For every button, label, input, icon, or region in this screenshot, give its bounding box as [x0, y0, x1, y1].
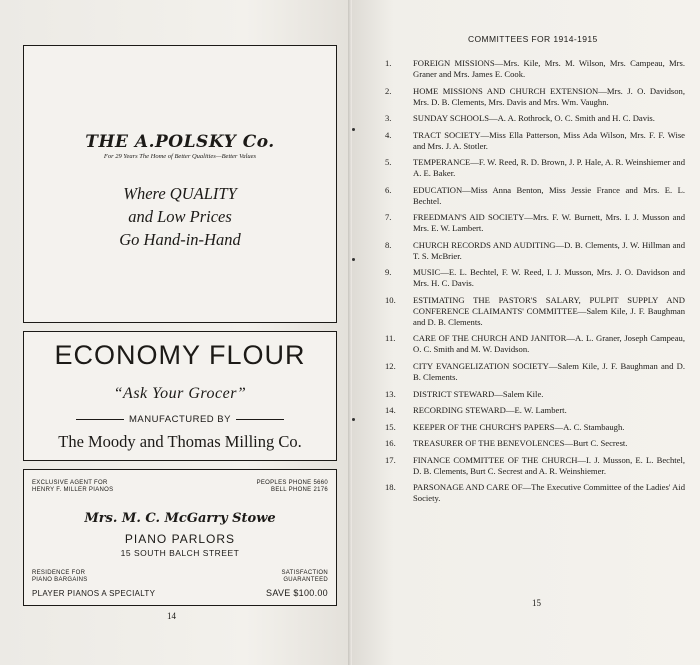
- flour-advertisement: [23, 331, 337, 461]
- player-pianos-note: PLAYER PIANOS A SPECIALTY: [32, 589, 156, 598]
- committee-item: [385, 113, 685, 124]
- phone-line: BELL PHONE 2176: [271, 487, 328, 493]
- page-number: 15: [532, 598, 541, 608]
- committee-number: 1.: [385, 58, 392, 68]
- committee-text: CHURCH RECORDS AND AUDITING—D. B. Clements, J. W. Hillman and T. S. McBrier.: [413, 239, 685, 261]
- committee-text: FINANCE COMMITTEE OF THE CHURCH—I. J. Musson, E. L. Bechtel, D. B. Clements, Burt C. Secrest and A. R. Weinshiemer.: [413, 454, 685, 476]
- polsky-tagline: For 29 Years The Home of Better Qualities—Better Values: [103, 153, 257, 160]
- committee-item: [385, 438, 685, 449]
- committee-text: HOME MISSIONS AND CHURCH EXTENSION—Mrs. J. O. Davidson, Mrs. D. B. Clements, Mrs. Davis and Mrs. Wm. Vaughn.: [413, 85, 685, 107]
- binding-mark: [352, 128, 355, 131]
- business-name: PIANO PARLORS: [124, 532, 236, 546]
- piano-advertisement: [23, 469, 337, 606]
- committee-number: 8.: [385, 239, 392, 250]
- residence-note: [32, 570, 88, 584]
- committee-text: TEMPERANCE—F. W. Reed, R. D. Brown, J. P. Hale, A. R. Weinshiemer and A. E. Baker.: [413, 157, 685, 179]
- committee-number: 14.: [385, 405, 396, 416]
- manufactured-by-line: [24, 414, 336, 425]
- committee-item: [385, 405, 685, 416]
- flour-slogan: “Ask Your Grocer”: [113, 385, 247, 402]
- committee-number: 2.: [385, 85, 392, 96]
- committee-number: 15.: [385, 421, 396, 432]
- committee-text: TREASURER OF THE BENEVOLENCES—Burt C. Secrest.: [413, 438, 628, 449]
- phone-numbers: [257, 480, 328, 494]
- committee-number: 18.: [385, 482, 396, 493]
- proprietor-name: Mrs. M. C. McGarry Stowe: [84, 511, 276, 526]
- committee-text: EDUCATION—Miss Anna Benton, Miss Jessie France and Mrs. E. L. Bechtel.: [413, 184, 685, 206]
- committee-item: [385, 295, 685, 328]
- committee-number: 12.: [385, 361, 396, 372]
- committee-number: 17.: [385, 454, 396, 465]
- divider: [76, 419, 124, 420]
- residence-line: PIANO BARGAINS: [32, 577, 88, 583]
- satisfaction-line: GUARANTEED: [283, 577, 328, 583]
- committee-number: 5.: [385, 157, 392, 168]
- committee-item: [385, 185, 685, 207]
- committee-item: [385, 157, 685, 179]
- flour-brand: ECONOMY FLOUR: [54, 340, 306, 370]
- polsky-slogan: [24, 182, 336, 251]
- agent-line: HENRY F. MILLER PIANOS: [32, 487, 114, 493]
- committee-item: [385, 455, 685, 477]
- satisfaction-line: SATISFACTION: [281, 570, 328, 576]
- committee-text: FOREIGN MISSIONS—Mrs. Kile, Mrs. M. Wilson, Mrs. Campeau, Mrs. Graner and Mrs. James E. Cook.: [413, 58, 685, 79]
- binding-mark: [352, 258, 355, 261]
- residence-line: RESIDENCE FOR: [32, 570, 86, 576]
- flour-company: The Moody and Thomas Milling Co.: [58, 432, 302, 451]
- binding-mark: [352, 418, 355, 421]
- committee-item: [385, 240, 685, 262]
- committee-text: CARE OF THE CHURCH AND JANITOR—A. L. Graner, Joseph Campeau, O. C. Smith and M. W. Davidson.: [413, 333, 685, 355]
- committee-item: [385, 58, 685, 80]
- polsky-advertisement: [23, 45, 337, 323]
- committee-item: [385, 482, 685, 504]
- committee-number: 11.: [385, 333, 396, 344]
- committee-text: CITY EVANGELIZATION SOCIETY—Salem Kile, J. F. Baughman and D. B. Clements.: [413, 361, 685, 383]
- page-title: COMMITTEES FOR 1914-1915: [468, 34, 598, 44]
- committee-item: [385, 86, 685, 108]
- committee-text: TRACT SOCIETY—Miss Ella Patterson, Miss Ada Wilson, Mrs. F. F. Wise and Mrs. J. A. Stotler.: [413, 129, 685, 151]
- manufactured-by-label: MANUFACTURED BY: [129, 414, 231, 425]
- divider: [236, 419, 284, 420]
- committee-number: 16.: [385, 438, 396, 449]
- committee-number: 7.: [385, 212, 392, 223]
- committee-number: 13.: [385, 388, 396, 399]
- save-offer: SAVE $100.00: [266, 588, 328, 598]
- polsky-slogan-line: and Low Prices: [128, 207, 232, 226]
- polsky-slogan-line: Go Hand-in-Hand: [119, 230, 241, 249]
- agent-line: EXCLUSIVE AGENT FOR: [32, 480, 108, 486]
- page-number: 14: [167, 611, 176, 621]
- committee-text: DISTRICT STEWARD—Salem Kile.: [413, 388, 544, 399]
- committee-number: 6.: [385, 184, 392, 195]
- committee-text: KEEPER OF THE CHURCH'S PAPERS—A. C. Stambaugh.: [413, 421, 625, 432]
- committee-number: 9.: [385, 267, 392, 278]
- committee-item: [385, 361, 685, 383]
- phone-line: PEOPLES PHONE 5660: [256, 480, 328, 486]
- committee-text: SUNDAY SCHOOLS—A. A. Rothrock, O. C. Smith and H. C. Davis.: [413, 113, 655, 124]
- committee-number: 3.: [385, 113, 392, 124]
- committee-item: [385, 212, 685, 234]
- committee-text: MUSIC—E. L. Bechtel, F. W. Reed, I. J. Musson, Mrs. J. O. Davidson and Mrs. H. C. Davis.: [413, 267, 685, 289]
- business-address: 15 SOUTH BALCH STREET: [120, 548, 240, 558]
- committee-item: [385, 130, 685, 152]
- committee-item: [385, 389, 685, 400]
- committee-text: ESTIMATING THE PASTOR'S SALARY, PULPIT SUPPLY AND CONFERENCE CLAIMANTS' COMMITTEE—Salem Kile, J. F. Baughman and D. B. Clements.: [413, 294, 685, 327]
- satisfaction-note: [282, 570, 329, 584]
- committee-number: 4.: [385, 129, 392, 140]
- committee-text: PARSONAGE AND CARE OF—The Executive Committee of the Ladies' Aid Society.: [413, 482, 685, 504]
- committee-text: FREEDMAN'S AID SOCIETY—Mrs. F. W. Burnett, Mrs. I. J. Musson and Mrs. E. W. Lambert.: [413, 212, 685, 234]
- committee-item: [385, 333, 685, 355]
- committee-number: 10.: [385, 294, 396, 305]
- committee-item: [385, 267, 685, 289]
- committee-text: RECORDING STEWARD—E. W. Lambert.: [413, 405, 567, 416]
- agent-note: [32, 480, 113, 494]
- committee-item: [385, 422, 685, 433]
- committee-list: [385, 58, 685, 510]
- polsky-slogan-line: Where QUALITY: [123, 184, 237, 203]
- polsky-logo: THE A.POLSKY Co.: [85, 132, 275, 152]
